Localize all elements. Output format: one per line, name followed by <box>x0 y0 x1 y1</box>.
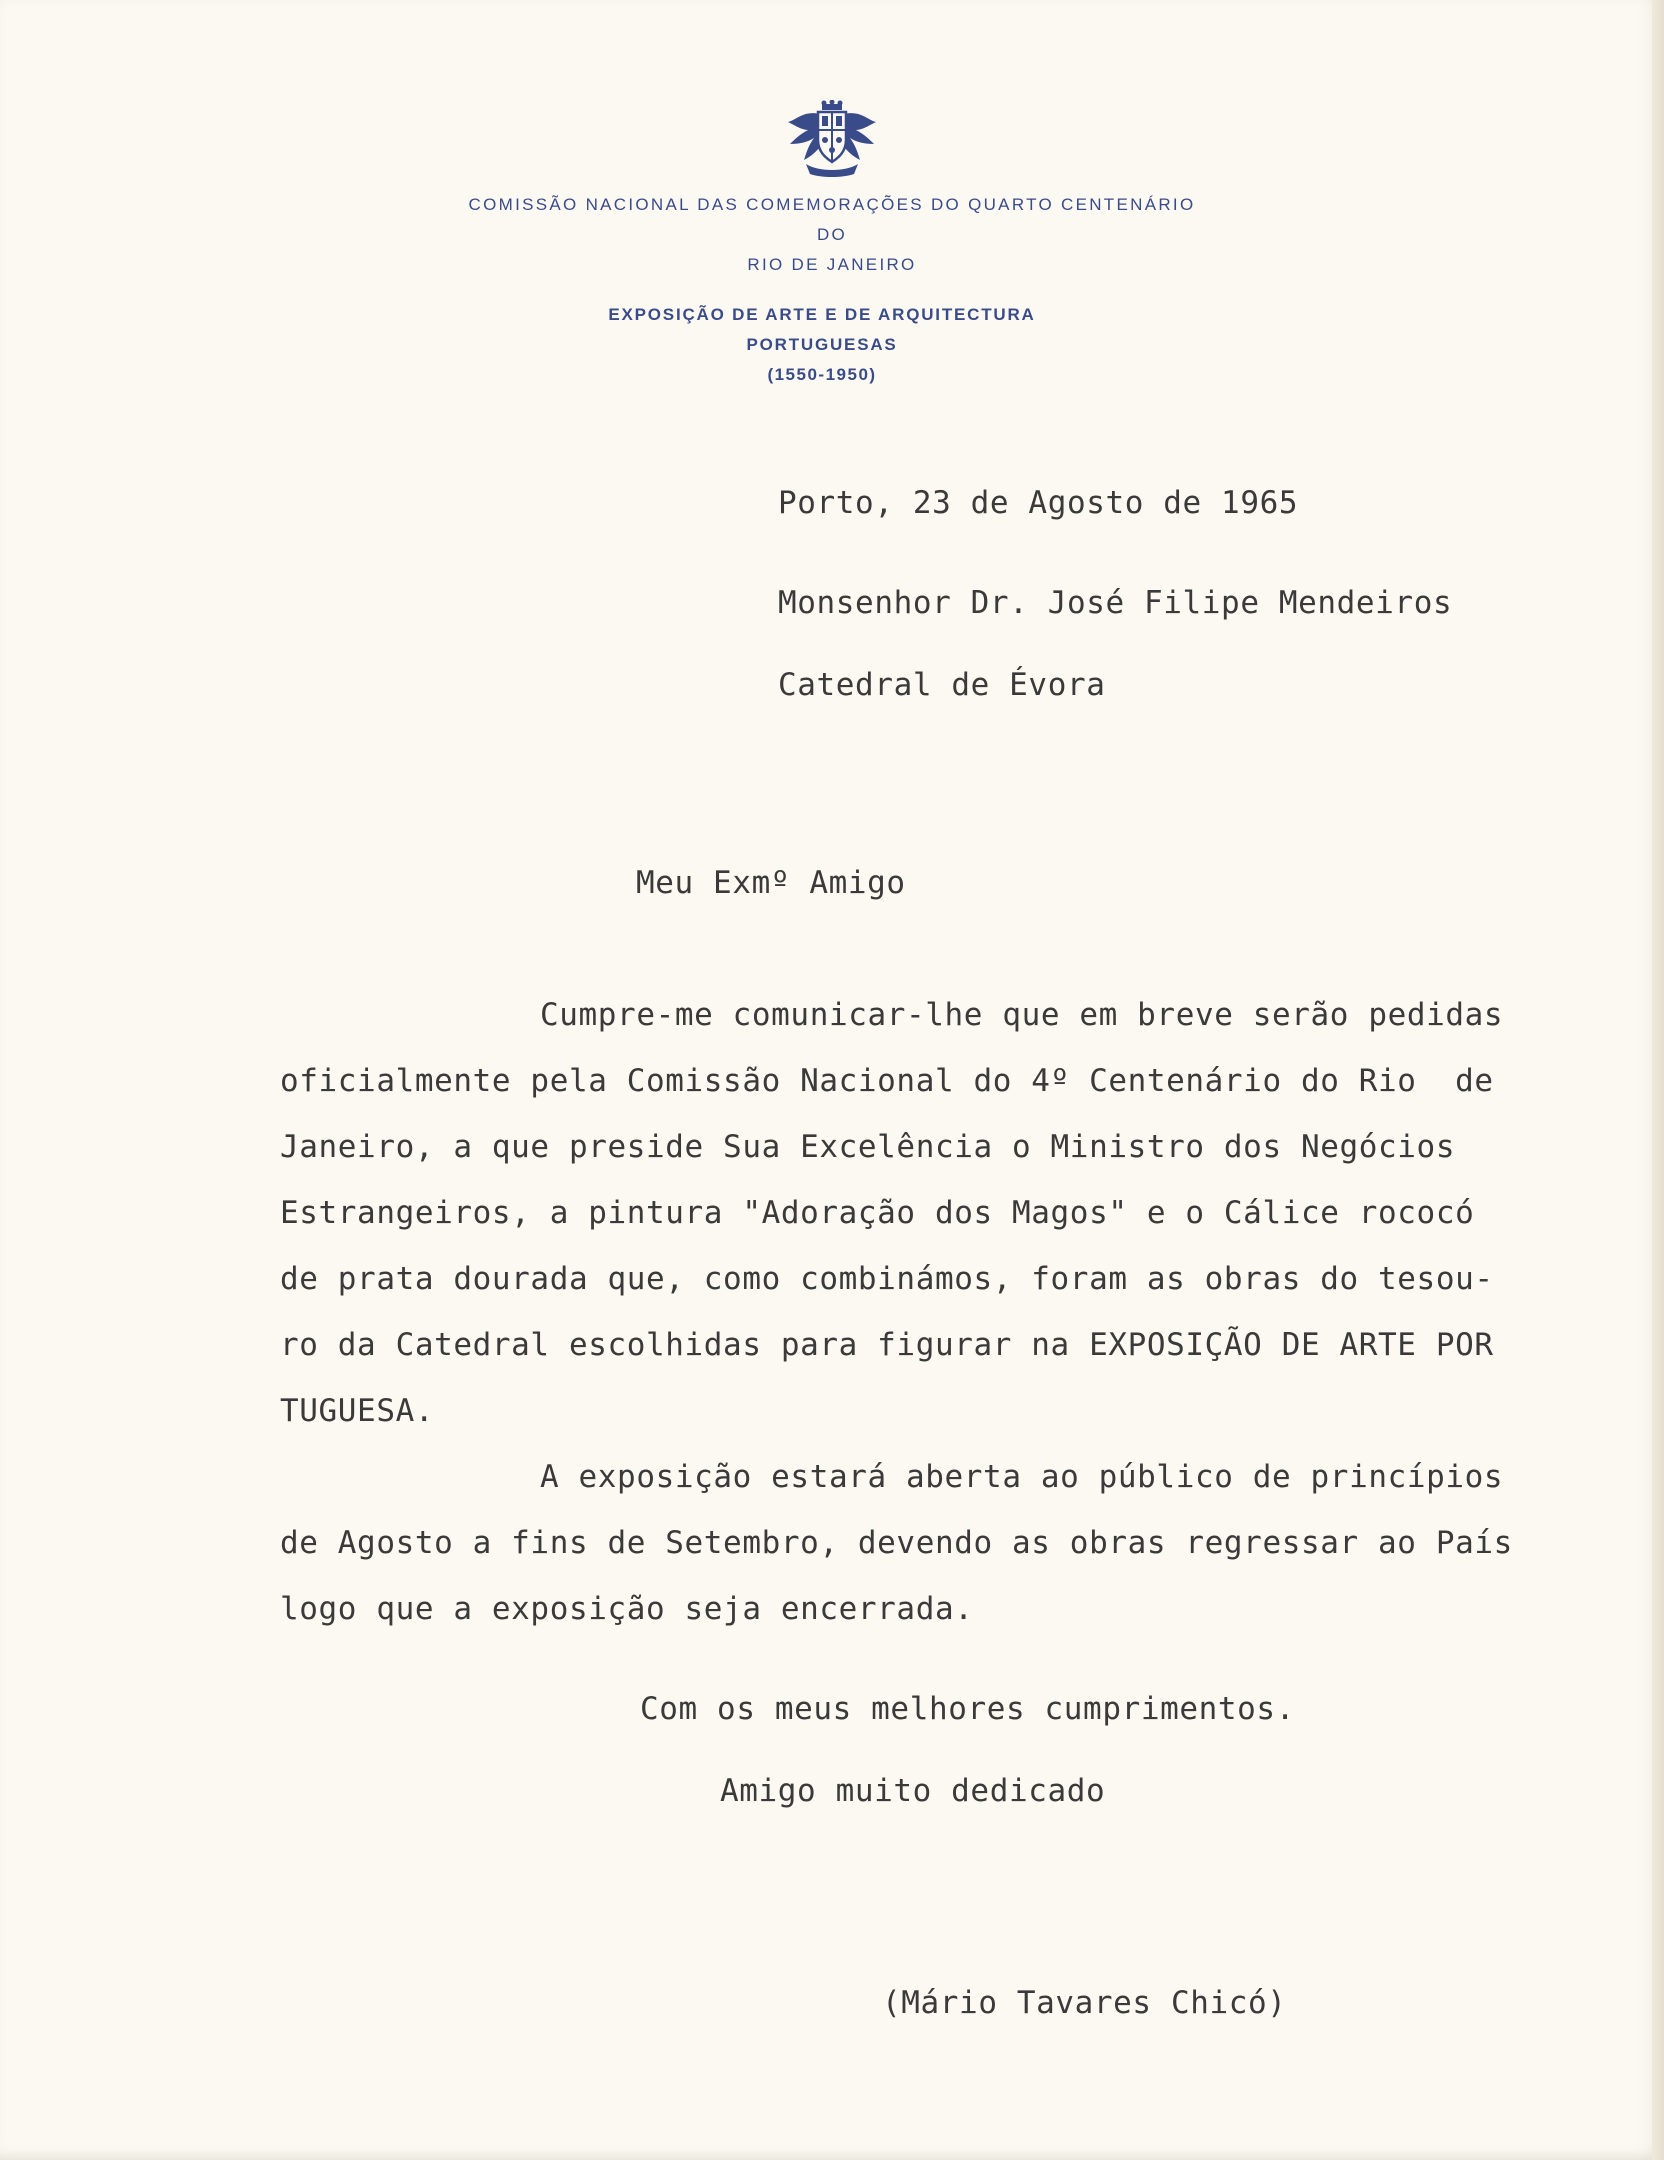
recipient-place: Catedral de Évora <box>778 667 1106 703</box>
letterhead-line-commission: COMISSÃO NACIONAL DAS COMEMORAÇÕES DO QUARTO CENTENÁRIO <box>468 195 1196 214</box>
body-line: Estrangeiros, a pintura "Adoração dos Magos" e o Cálice rococó <box>280 1195 1475 1231</box>
body-line: A exposição estará aberta ao público de princípios <box>540 1459 1504 1495</box>
valediction: Amigo muito dedicado <box>720 1773 1106 1809</box>
body-line: de prata dourada que, como combinámos, foram as obras do tesou- <box>280 1261 1494 1297</box>
recipient-name: Monsenhor Dr. José Filipe Mendeiros <box>778 585 1453 621</box>
body-line: ro da Catedral escolhidas para figurar na EXPOSIÇÃO DE ARTE POR <box>280 1327 1494 1363</box>
coat-of-arms-icon <box>782 100 882 180</box>
letterhead-line-do: DO <box>816 225 848 244</box>
salutation: Meu Exmº Amigo <box>636 865 906 901</box>
letter-date: Porto, 23 de Agosto de 1965 <box>778 485 1299 521</box>
closing: Com os meus melhores cumprimentos. <box>640 1691 1295 1727</box>
body-line: oficialmente pela Comissão Nacional do 4º Centenário do Rio de <box>280 1063 1494 1099</box>
body-line: logo que a exposição seja encerrada. <box>280 1591 974 1627</box>
signature-name: (Mário Tavares Chicó) <box>882 1985 1287 2021</box>
letterhead-line-portuguesas: PORTUGUESAS <box>746 335 898 354</box>
letterhead-line-exhibition: EXPOSIÇÃO DE ARTE E DE ARQUITECTURA <box>608 305 1036 324</box>
letterhead-line-years: (1550-1950) <box>767 365 877 384</box>
body-line: TUGUESA. <box>280 1393 435 1429</box>
letterhead <box>0 100 1664 384</box>
body-line: de Agosto a fins de Setembro, devendo as obras regressar ao País <box>280 1525 1513 1561</box>
body-line: Janeiro, a que preside Sua Excelência o Ministro dos Negócios <box>280 1129 1456 1165</box>
body-line: Cumpre-me comunicar-lhe que em breve serão pedidas <box>540 997 1504 1033</box>
letterhead-line-rio: RIO DE JANEIRO <box>747 255 917 274</box>
